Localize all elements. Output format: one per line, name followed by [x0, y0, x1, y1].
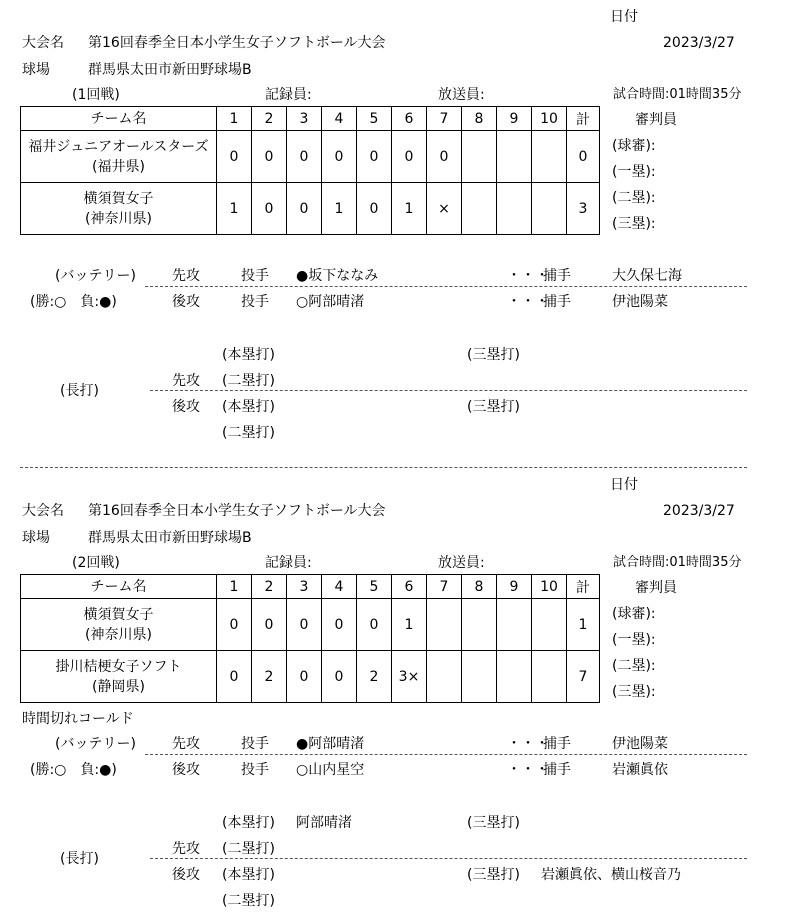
inning-score — [497, 183, 532, 235]
homerun-label: (本塁打) — [222, 867, 275, 883]
second-attack-pitcher: ○山内星空 — [296, 762, 365, 778]
first-attack-pitcher: ●坂下ななみ — [296, 268, 379, 284]
inning-score: 0 — [287, 651, 322, 703]
team-total: 0 — [567, 131, 600, 183]
long-hits-divider — [150, 858, 747, 859]
inning-score: 0 — [322, 651, 357, 703]
inning-header: 7 — [427, 107, 462, 131]
inning-score: 0 — [217, 131, 252, 183]
inning-score: 0 — [217, 599, 252, 651]
homerun-label: (本塁打) — [222, 399, 275, 415]
pitcher-label: 投手 — [241, 736, 269, 752]
second-attack-catcher: 伊池陽菜 — [612, 294, 668, 310]
first-attack-label: 先攻 — [172, 373, 200, 389]
team-prefecture: (神奈川県) — [85, 210, 152, 227]
inning-header: 1 — [217, 575, 252, 599]
team-total: 3 — [567, 183, 600, 235]
tournament-name: 第16回春季全日本小学生女子ソフトボール大会 — [88, 503, 386, 519]
ground-name: 群馬県太田市新田野球場B — [88, 530, 252, 546]
second-base-umpire-label: (二塁): — [612, 658, 656, 674]
inning-score: × — [427, 183, 462, 235]
recorder-label: 記録員: — [265, 555, 312, 571]
third-base-umpire-label: (三塁): — [612, 216, 656, 232]
double-label: (二塁打) — [222, 373, 275, 389]
first-attack-homerun: 阿部晴渚 — [296, 815, 352, 831]
inning-header: 3 — [287, 107, 322, 131]
inning-score — [427, 651, 462, 703]
plate-umpire-label: (球審): — [612, 138, 656, 154]
battery-label: (バッテリー) — [55, 268, 136, 284]
inning-header: 6 — [392, 107, 427, 131]
inning-score: 1 — [217, 183, 252, 235]
date-label: 日付 — [610, 477, 638, 493]
team-total: 7 — [567, 651, 600, 703]
ground-label: 球場 — [22, 62, 50, 78]
inning-score: 0 — [357, 131, 392, 183]
team-prefecture: (神奈川県) — [85, 626, 152, 643]
first-base-umpire-label: (一塁): — [612, 164, 656, 180]
game-date: 2023/3/27 — [663, 35, 735, 51]
first-base-umpire-label: (一塁): — [612, 632, 656, 648]
inning-score: 0 — [322, 599, 357, 651]
team-name: 福井ジュニアオールスターズ — [28, 138, 209, 155]
second-attack-triple: 岩瀬眞依、横山桜音乃 — [541, 867, 681, 883]
pitcher-label: 投手 — [241, 294, 269, 310]
inning-score: 3× — [392, 651, 427, 703]
game-date: 2023/3/27 — [663, 503, 735, 519]
team-name-header: チーム名 — [21, 575, 217, 599]
inning-header: 9 — [497, 575, 532, 599]
game-note: 時間切れコールド — [22, 711, 134, 727]
inning-score — [497, 651, 532, 703]
inning-score: 0 — [217, 651, 252, 703]
team-prefecture: (静岡県) — [92, 678, 145, 695]
inning-score: 1 — [322, 183, 357, 235]
game-record-2 — [0, 468, 800, 923]
second-attack-label: 後攻 — [172, 294, 200, 310]
second-base-umpire-label: (二塁): — [612, 190, 656, 206]
inning-score — [462, 651, 497, 703]
tournament-label: 大会名 — [22, 503, 64, 519]
inning-score: 0 — [287, 131, 322, 183]
second-attack-label: 後攻 — [172, 867, 200, 883]
game-time: 試合時間:01時間35分 — [613, 87, 742, 102]
triple-label: (三塁打) — [467, 347, 520, 363]
inning-score: 0 — [322, 131, 357, 183]
second-attack-pitcher: ○阿部晴渚 — [296, 294, 365, 310]
double-label: (二塁打) — [222, 841, 275, 857]
triple-label: (三塁打) — [467, 399, 520, 415]
battery-divider — [145, 754, 747, 755]
first-attack-label: 先攻 — [172, 268, 200, 284]
game-record-1 — [0, 0, 800, 455]
plate-umpire-label: (球審): — [612, 606, 656, 622]
catcher-label: 捕手 — [543, 736, 571, 752]
ellipsis: ・・・ — [507, 268, 549, 284]
team-name: 横須賀女子 — [83, 190, 154, 207]
win-lose-label: (勝:○ 負:●) — [30, 762, 117, 778]
tournament-label: 大会名 — [22, 35, 64, 51]
pitcher-label: 投手 — [241, 268, 269, 284]
total-header: 計 — [567, 575, 600, 599]
inning-score: 1 — [392, 599, 427, 651]
first-attack-label: 先攻 — [172, 736, 200, 752]
umpires-label: 審判員 — [635, 580, 677, 596]
total-header: 計 — [567, 107, 600, 131]
team-prefecture: (福井県) — [92, 158, 145, 175]
inning-score: 1 — [392, 183, 427, 235]
pitcher-label: 投手 — [241, 762, 269, 778]
inning-score: 0 — [357, 183, 392, 235]
team-cell — [21, 183, 217, 235]
team-name-header: チーム名 — [21, 107, 217, 131]
tournament-name: 第16回春季全日本小学生女子ソフトボール大会 — [88, 35, 386, 51]
team-name: 掛川桔梗女子ソフト — [55, 658, 182, 675]
inning-score: 0 — [287, 183, 322, 235]
inning-score — [462, 183, 497, 235]
scoreboard — [20, 574, 600, 703]
team-name: 横須賀女子 — [83, 606, 154, 623]
inning-header: 5 — [357, 575, 392, 599]
inning-score — [462, 599, 497, 651]
battery-divider — [145, 286, 747, 287]
round-label: (2回戦) — [72, 555, 120, 571]
inning-score: 2 — [252, 651, 287, 703]
ground-name: 群馬県太田市新田野球場B — [88, 62, 252, 78]
inning-score — [462, 131, 497, 183]
ellipsis: ・・・ — [507, 736, 549, 752]
second-attack-label: 後攻 — [172, 762, 200, 778]
inning-header: 4 — [322, 107, 357, 131]
inning-header: 10 — [532, 107, 567, 131]
inning-header: 4 — [322, 575, 357, 599]
inning-score: 0 — [252, 599, 287, 651]
triple-label: (三塁打) — [467, 867, 520, 883]
homerun-label: (本塁打) — [222, 815, 275, 831]
inning-header: 2 — [252, 575, 287, 599]
team-cell — [21, 651, 217, 703]
inning-header: 1 — [217, 107, 252, 131]
inning-header: 5 — [357, 107, 392, 131]
double-label: (二塁打) — [222, 893, 275, 909]
inning-score — [427, 599, 462, 651]
announcer-label: 放送員: — [438, 555, 485, 571]
scoreboard — [20, 106, 600, 235]
inning-score: 0 — [357, 599, 392, 651]
inning-score — [532, 599, 567, 651]
long-hits-label: (長打) — [60, 383, 99, 399]
round-label: (1回戦) — [72, 87, 120, 103]
catcher-label: 捕手 — [543, 762, 571, 778]
third-base-umpire-label: (三塁): — [612, 684, 656, 700]
battery-label: (バッテリー) — [55, 736, 136, 752]
inning-score — [497, 599, 532, 651]
team-cell — [21, 599, 217, 651]
inning-header: 8 — [462, 107, 497, 131]
inning-score — [532, 131, 567, 183]
triple-label: (三塁打) — [467, 815, 520, 831]
second-attack-catcher: 岩瀬眞依 — [612, 762, 668, 778]
announcer-label: 放送員: — [438, 87, 485, 103]
inning-score: 2 — [357, 651, 392, 703]
team-total: 1 — [567, 599, 600, 651]
catcher-label: 捕手 — [543, 294, 571, 310]
first-attack-catcher: 伊池陽菜 — [612, 736, 668, 752]
inning-score: 0 — [252, 131, 287, 183]
inning-header: 2 — [252, 107, 287, 131]
long-hits-divider — [150, 390, 747, 391]
first-attack-label: 先攻 — [172, 841, 200, 857]
double-label: (二塁打) — [222, 425, 275, 441]
inning-header: 6 — [392, 575, 427, 599]
game-time: 試合時間:01時間35分 — [613, 555, 742, 570]
inning-header: 3 — [287, 575, 322, 599]
first-attack-catcher: 大久保七海 — [612, 268, 682, 284]
inning-header: 10 — [532, 575, 567, 599]
second-attack-label: 後攻 — [172, 399, 200, 415]
inning-score: 0 — [392, 131, 427, 183]
catcher-label: 捕手 — [543, 268, 571, 284]
ellipsis: ・・・ — [507, 294, 549, 310]
long-hits-label: (長打) — [60, 851, 99, 867]
inning-header: 9 — [497, 107, 532, 131]
inning-score: 0 — [427, 131, 462, 183]
umpires-label: 審判員 — [635, 112, 677, 128]
inning-header: 8 — [462, 575, 497, 599]
homerun-label: (本塁打) — [222, 347, 275, 363]
inning-score — [532, 651, 567, 703]
first-attack-pitcher: ●阿部晴渚 — [296, 736, 365, 752]
ellipsis: ・・・ — [507, 762, 549, 778]
inning-score: 0 — [287, 599, 322, 651]
win-lose-label: (勝:○ 負:●) — [30, 294, 117, 310]
recorder-label: 記録員: — [265, 87, 312, 103]
date-label: 日付 — [610, 9, 638, 25]
team-cell — [21, 131, 217, 183]
ground-label: 球場 — [22, 530, 50, 546]
inning-score — [497, 131, 532, 183]
inning-score — [532, 183, 567, 235]
inning-header: 7 — [427, 575, 462, 599]
inning-score: 0 — [252, 183, 287, 235]
